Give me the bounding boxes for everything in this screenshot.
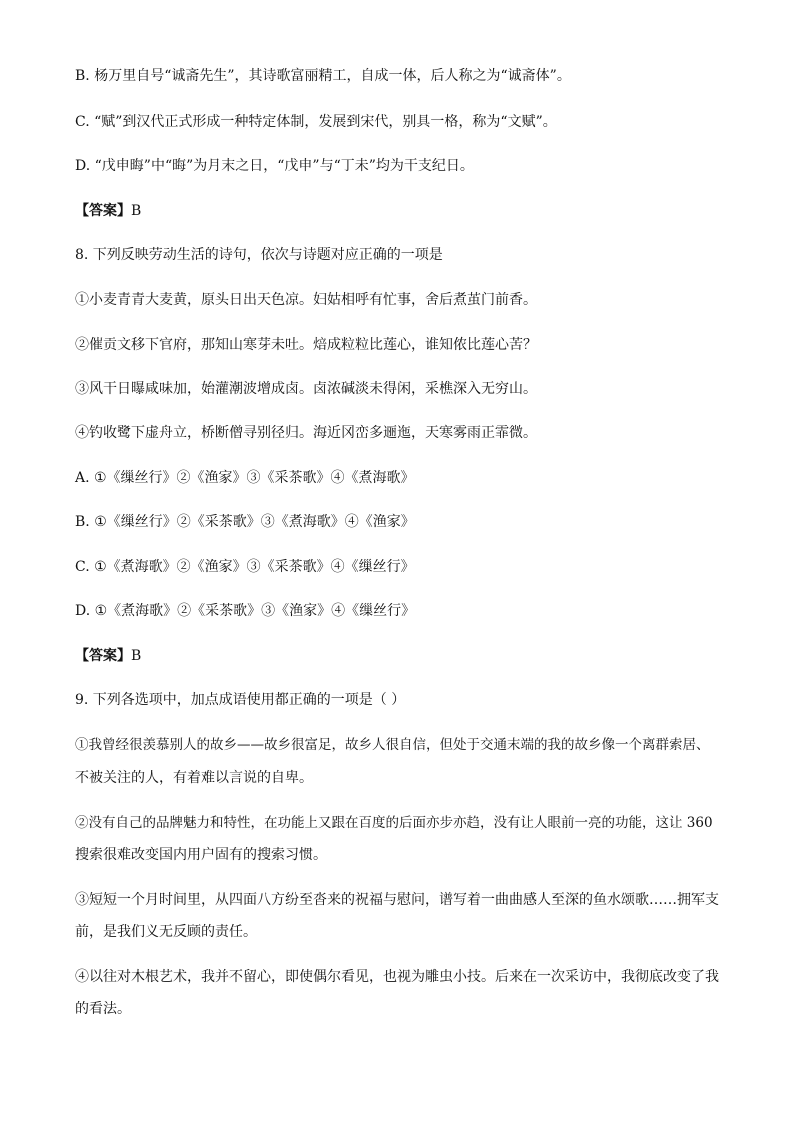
q8-answer [75, 647, 725, 665]
q7-answer [75, 202, 725, 220]
answer-value: B [131, 203, 142, 219]
q8-stem: 8. 下列反映劳动生活的诗句，依次与诗题对应正确的一项是 [75, 247, 443, 263]
q9-stem: 9. 下列各选项中，加点成语使用都正确的一项是（ ） [75, 692, 406, 708]
q8-poem-2: ②催贡文移下官府，那知山寒芽未吐。焙成粒粒比莲心，谁知侬比莲心苦？ [75, 337, 537, 353]
q8-option-d: D. ①《煮海歌》②《采茶歌》③《渔家》④《缫丝行》 [75, 603, 416, 619]
q7-option-c: C. “赋”到汉代正式形成一种特定体制，发展到宋代，别具一格，称为“文赋”。 [75, 114, 557, 130]
answer-value: B [131, 648, 142, 664]
q7-option-b: B. 杨万里自号“诚斋先生”，其诗歌富丽精工，自成一体，后人称之为“诚斋体”。 [75, 68, 571, 84]
q8-option-c: C. ①《煮海歌》②《渔家》③《采茶歌》④《缫丝行》 [75, 559, 415, 575]
q8-poem-3: ③风干日曝咸味加，始灌潮波增成卤。卤浓碱淡未得闲，采樵深入无穷山。 [75, 381, 537, 397]
q9-item-2-line-2: 搜索很难改变国内用户固有的搜索习惯。 [75, 847, 327, 863]
q8-poem-4: ④钓收鹭下虚舟立，桥断僧寻别径归。海近冈峦多逦迤，天寒雾雨正霏微。 [75, 425, 537, 441]
q8-poem-1: ①小麦青青大麦黄，原头日出天色凉。妇姑相呼有忙事，舍后煮茧门前香。 [75, 292, 537, 308]
q8-option-b: B. ①《缫丝行》②《采茶歌》③《煮海歌》④《渔家》 [75, 514, 415, 530]
q9-item-3-line-1: ③短短一个月时间里，从四面八方纷至沓来的祝福与慰问，谱写着一曲曲感人至深的鱼水颂歌……拥军支 [75, 892, 719, 908]
q9-item-3-line-2: 前，是我们义无反顾的责任。 [75, 924, 257, 940]
q9-item-1-line-1: ①我曾经很羡慕别人的故乡——故乡很富足，故乡人很自信，但处于交通末端的我的故乡像一个离群索居、 [75, 737, 710, 753]
q7-option-d: D. “戊申晦”中“晦”为月末之日，“戊申”与“丁未”均为干支纪日。 [75, 158, 474, 174]
q9-item-4-line-2: 的看法。 [75, 1001, 131, 1017]
answer-label: 【答案】 [75, 648, 131, 664]
q9-item-2-line-1: ②没有自己的品牌魅力和特性，在功能上又跟在百度的后面亦步亦趋，没有让人眼前一亮的功能，这让 360 [75, 815, 713, 831]
answer-label: 【答案】 [75, 203, 131, 219]
q9-item-1-line-2: 不被关注的人，有着难以言说的自卑。 [75, 770, 313, 786]
q8-option-a: A. ①《缫丝行》②《渔家》③《采茶歌》④《煮海歌》 [75, 470, 415, 486]
q9-item-4-line-1: ④以往对木根艺术，我并不留心，即使偶尔看见，也视为雕虫小技。后来在一次采访中，我彻底改变了我 [75, 969, 719, 985]
